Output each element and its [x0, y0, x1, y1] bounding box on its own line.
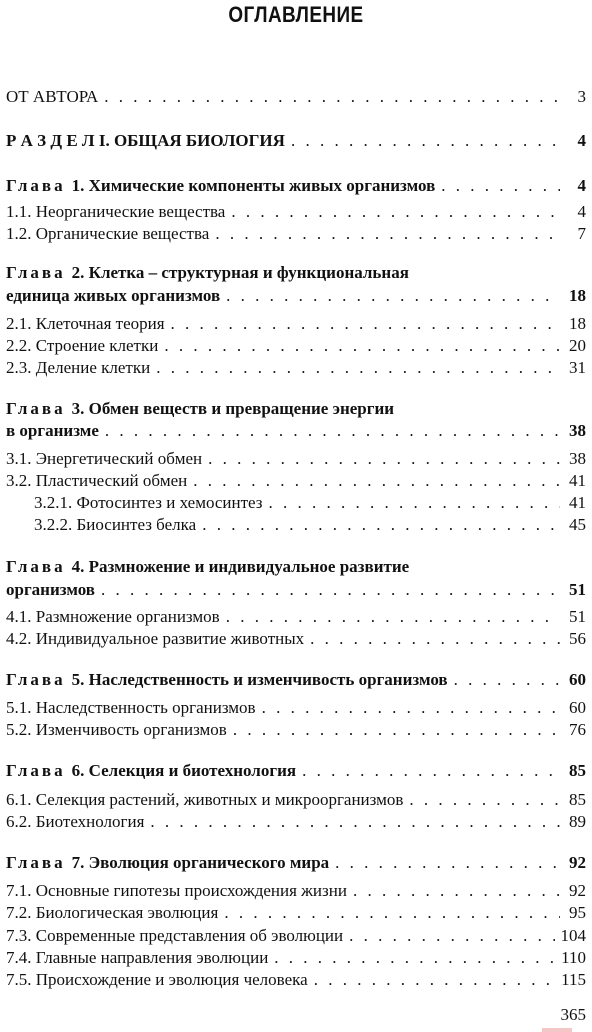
- toc-entry-7-1[interactable]: [6, 880, 586, 902]
- toc-entry-7-2[interactable]: [6, 902, 586, 924]
- toc-entry-3-2[interactable]: [6, 470, 586, 492]
- toc-entry-title: 4.1. Размножение организмов: [6, 607, 220, 626]
- toc-entry-1-2[interactable]: [6, 223, 586, 245]
- toc-entry-7-4[interactable]: [6, 947, 586, 969]
- dot-leader: [208, 448, 560, 470]
- chapter-word: Глава: [6, 399, 66, 418]
- dot-leader: [164, 335, 560, 357]
- toc-page-number: 7: [577, 224, 586, 243]
- decorative-edge-mark: [542, 1028, 572, 1032]
- toc-page-number: 4: [577, 176, 586, 195]
- toc-entry-2-2[interactable]: [6, 335, 586, 357]
- dot-leader: [310, 628, 560, 650]
- toc-page-number: 76: [569, 720, 586, 739]
- toc-chapter-6[interactable]: [6, 760, 586, 782]
- dot-leader: [156, 357, 560, 379]
- toc-page-number: 110: [561, 948, 586, 967]
- toc-page-number: 89: [569, 812, 586, 831]
- toc-entry-1-1[interactable]: [6, 201, 586, 223]
- toc-page-number: 38: [569, 421, 586, 440]
- chapter-title: 3. Обмен веществ и превращение энергии: [71, 399, 395, 418]
- toc-page-number: 51: [569, 580, 586, 599]
- toc-entry-title: 5.1. Наследственность организмов: [6, 698, 256, 717]
- chapter-title: 2. Клетка – структурная и функциональная: [71, 263, 409, 282]
- toc-page-number: 38: [569, 449, 586, 468]
- toc-entry-3-2-1[interactable]: [34, 492, 586, 514]
- chapter-word: Глава: [6, 176, 66, 195]
- dot-leader: [171, 313, 560, 335]
- dot-leader: [226, 606, 560, 628]
- dot-leader: [349, 925, 554, 947]
- dot-leader: [101, 579, 560, 601]
- toc-entry-title: 3.2.2. Биосинтез белка: [34, 515, 197, 534]
- toc-entry-title: 6.2. Биотехнология: [6, 812, 145, 831]
- toc-entry-6-1[interactable]: [6, 789, 586, 811]
- dot-leader: [150, 811, 560, 833]
- toc-page-number: 18: [569, 314, 586, 333]
- toc-page-number: 85: [569, 790, 586, 809]
- chapter-word: Глава: [6, 263, 66, 282]
- toc-entry-title: 2.2. Строение клетки: [6, 336, 159, 355]
- toc-entry-title: ОТ АВТОРА: [6, 87, 99, 106]
- dot-leader: [353, 880, 560, 902]
- toc-page-number: 60: [569, 670, 586, 689]
- dot-leader: [274, 947, 555, 969]
- toc-page-number: 18: [569, 286, 586, 305]
- toc-entry-7-3[interactable]: [6, 925, 586, 947]
- toc-page-number: 51: [569, 607, 586, 626]
- toc-chapter-4-line1[interactable]: [6, 556, 409, 578]
- chapter-title-cont: в организме: [6, 421, 99, 440]
- dot-leader: [291, 130, 560, 152]
- toc-page-number: 4: [577, 131, 586, 150]
- toc-entry-title: 2.1. Клеточная теория: [6, 314, 165, 333]
- toc-entry-2-1[interactable]: [6, 313, 586, 335]
- toc-entry-2-3[interactable]: [6, 357, 586, 379]
- toc-page-number: 92: [569, 853, 586, 872]
- dot-leader: [226, 285, 560, 307]
- toc-section-1[interactable]: [6, 130, 586, 152]
- chapter-word: Глава: [6, 853, 66, 872]
- toc-entry-title: 3.1. Энергетический обмен: [6, 449, 203, 468]
- toc-entry-title: 4.2. Индивидуальное развитие животных: [6, 629, 305, 648]
- toc-page-number: 104: [560, 926, 586, 945]
- toc-entry-title: 7.1. Основные гипотезы происхождения жизни: [6, 881, 347, 900]
- toc-entry-title: 2.3. Деление клетки: [6, 358, 151, 377]
- toc-chapter-5[interactable]: [6, 669, 586, 691]
- toc-entry-title: 3.2. Пластический обмен: [6, 471, 188, 490]
- toc-page-number: 95: [569, 903, 586, 922]
- dot-leader: [233, 719, 560, 741]
- toc-entry-4-1[interactable]: [6, 606, 586, 628]
- dot-leader: [454, 669, 560, 691]
- chapter-title-cont: единица живых организмов: [6, 286, 221, 305]
- chapter-title: 7. Эволюция органического мира: [71, 853, 330, 872]
- toc-entry-5-2[interactable]: [6, 719, 586, 741]
- toc-chapter-4[interactable]: [6, 579, 586, 601]
- toc-entry-title: 7.5. Происхождение и эволюция человека: [6, 970, 308, 989]
- page-number-footer: 365: [560, 1005, 586, 1024]
- toc-page-number: 3: [577, 87, 586, 106]
- dot-leader: [314, 969, 555, 991]
- chapter-word: Глава: [6, 670, 66, 689]
- toc-page-number: 4: [577, 202, 586, 221]
- chapter-word: Глава: [6, 557, 66, 576]
- toc-chapter-3-line1[interactable]: [6, 398, 394, 420]
- toc-entry-7-5[interactable]: [6, 969, 586, 991]
- toc-page-number: 31: [569, 358, 586, 377]
- dot-leader: [409, 789, 560, 811]
- toc-entry-from-author[interactable]: [6, 86, 586, 108]
- dot-leader: [302, 760, 560, 782]
- toc-entry-6-2[interactable]: [6, 811, 586, 833]
- dot-leader: [262, 697, 560, 719]
- toc-page-number: 20: [569, 336, 586, 355]
- toc-chapter-1[interactable]: [6, 175, 586, 197]
- toc-entry-title: 3.2.1. Фотосинтез и хемосинтез: [34, 493, 263, 512]
- toc-page-number: 115: [561, 970, 586, 989]
- toc-entry-4-2[interactable]: [6, 628, 586, 650]
- dot-leader: [269, 492, 560, 514]
- toc-page-number: 41: [569, 471, 586, 490]
- toc-page-number: 41: [569, 493, 586, 512]
- dot-leader: [105, 420, 560, 442]
- dot-leader: [335, 852, 560, 874]
- chapter-title: 5. Наследственность и изменчивость организмов: [71, 670, 448, 689]
- dot-leader: [215, 223, 560, 245]
- dot-leader: [104, 86, 560, 108]
- toc-entry-title: 1.2. Органические вещества: [6, 224, 210, 243]
- page-title: ОГЛАВЛЕНИЕ: [228, 2, 364, 27]
- toc-chapter-2[interactable]: [6, 285, 586, 307]
- toc-chapter-3[interactable]: [6, 420, 586, 442]
- dot-leader: [193, 470, 560, 492]
- toc-entry-title: 7.3. Современные представления об эволюции: [6, 926, 344, 945]
- toc-entry-title: 5.2. Изменчивость организмов: [6, 720, 227, 739]
- toc-page-number: 92: [569, 881, 586, 900]
- toc-chapter-2-line1[interactable]: [6, 262, 409, 284]
- toc-entry-title: 7.2. Биологическая эволюция: [6, 903, 219, 922]
- dot-leader: [202, 514, 560, 536]
- section-title: Р А З Д Е Л I. ОБЩАЯ БИОЛОГИЯ: [6, 131, 285, 150]
- toc-chapter-7[interactable]: [6, 852, 586, 874]
- chapter-word: Глава: [6, 761, 66, 780]
- chapter-title: 4. Размножение и индивидуальное развитие: [71, 557, 410, 576]
- dot-leader: [224, 902, 560, 924]
- dot-leader: [231, 201, 560, 223]
- toc-entry-3-2-2[interactable]: [34, 514, 586, 536]
- toc-entry-3-1[interactable]: [6, 448, 586, 470]
- toc-entry-title: 1.1. Неорганические вещества: [6, 202, 226, 221]
- chapter-title: 6. Селекция и биотехнология: [71, 761, 297, 780]
- dot-leader: [441, 175, 560, 197]
- chapter-title: 1. Химические компоненты живых организмов: [71, 176, 436, 195]
- toc-entry-5-1[interactable]: [6, 697, 586, 719]
- toc-page-number: 60: [569, 698, 586, 717]
- toc-page-number: 85: [569, 761, 586, 780]
- toc-entry-title: 6.1. Селекция растений, животных и микроорганизмов: [6, 790, 404, 809]
- toc-entry-title: 7.4. Главные направления эволюции: [6, 948, 269, 967]
- chapter-title-cont: организмов: [6, 580, 95, 599]
- toc-page-number: 45: [569, 515, 586, 534]
- toc-page-number: 56: [569, 629, 586, 648]
